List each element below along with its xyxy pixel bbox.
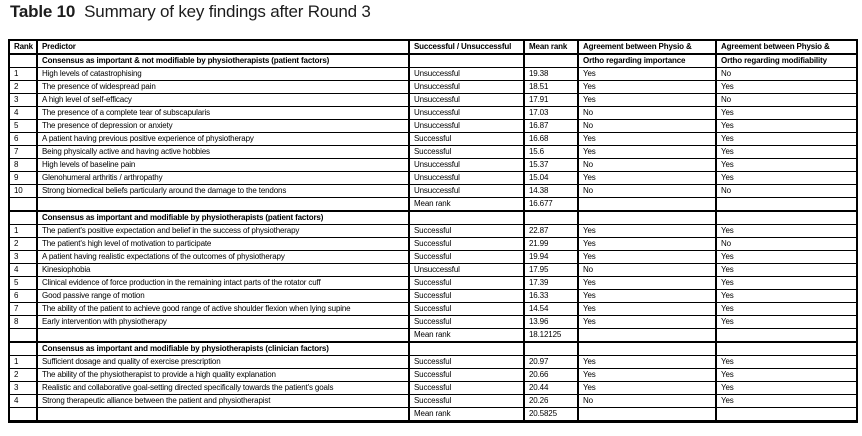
table-row [9,251,857,264]
section-header-row [9,211,857,225]
outcome-cell: Successful [409,369,524,382]
mean-rank-row [9,329,857,343]
outcome-cell: Successful [409,277,524,290]
mean-rank-cell: 15.6 [524,146,578,159]
table-row [9,185,857,198]
rank-cell [9,329,37,343]
rank-cell [9,198,37,212]
agreement-importance-column-header-line1: Agreement between Physio & [578,40,716,54]
rank-cell: 10 [9,185,37,198]
table-row [9,81,857,94]
predictor-cell [37,198,409,212]
agreement-importance-cell [578,211,716,225]
agreement-modifiability-cell [716,211,857,225]
table-row [9,225,857,238]
agreement-modifiability-cell: Yes [716,146,857,159]
agreement-modifiability-cell: Yes [716,172,857,185]
mean-rank-cell: 22.87 [524,225,578,238]
rank-cell: 1 [9,68,37,81]
agreement-modifiability-cell: No [716,68,857,81]
mean-rank-cell: 16.33 [524,290,578,303]
rank-cell [9,408,37,422]
agreement-modifiability-cell: Yes [716,382,857,395]
predictor-cell: A patient having previous positive experience of physiotherapy [37,133,409,146]
rank-cell: 5 [9,120,37,133]
mean-rank-cell: 20.26 [524,395,578,408]
agreement-importance-cell [578,329,716,343]
outcome-cell: Unsuccessful [409,172,524,185]
agreement-importance-cell: Yes [578,251,716,264]
table-row [9,316,857,329]
agreement-modifiability-column-header-line2: Ortho regarding modifiability [716,54,857,68]
table-row [9,107,857,120]
outcome-cell: Unsuccessful [409,68,524,81]
agreement-modifiability-cell: Yes [716,225,857,238]
rank-cell [9,211,37,225]
header-row [9,40,857,54]
agreement-modifiability-cell: Yes [716,107,857,120]
table-row [9,172,857,185]
predictor-cell: Being physically active and having active hobbies [37,146,409,159]
predictor-cell: The presence of widespread pain [37,81,409,94]
table-row [9,120,857,133]
table-row [9,68,857,81]
agreement-modifiability-cell: Yes [716,251,857,264]
outcome-cell: Unsuccessful [409,81,524,94]
section-title-cell: Consensus as important & not modifiable by physiotherapists (patient factors) [37,54,409,68]
table-caption-label: Table 10 [10,2,76,21]
outcome-cell: Unsuccessful [409,264,524,277]
rank-cell: 2 [9,369,37,382]
outcome-cell: Successful [409,395,524,408]
mean-rank-label-cell: Mean rank [409,408,524,422]
mean-rank-row [9,408,857,422]
table-row [9,356,857,369]
agreement-importance-cell: No [578,159,716,172]
rank-cell: 1 [9,225,37,238]
predictor-cell: Strong biomedical beliefs particularly around the damage to the tendons [37,185,409,198]
agreement-modifiability-cell: Yes [716,316,857,329]
table-row [9,290,857,303]
rank-cell: 6 [9,133,37,146]
table-row [9,133,857,146]
agreement-modifiability-cell: Yes [716,303,857,316]
predictor-cell: The patient's positive expectation and belief in the success of physiotherapy [37,225,409,238]
outcome-cell [409,54,524,68]
table-row [9,277,857,290]
table-caption [10,2,371,22]
agreement-modifiability-cell [716,408,857,422]
agreement-modifiability-cell: Yes [716,81,857,94]
predictor-cell: Early intervention with physiotherapy [37,316,409,329]
table-row [9,159,857,172]
agreement-importance-cell: No [578,120,716,133]
rank-cell: 1 [9,356,37,369]
mean-rank-cell: 17.91 [524,94,578,107]
table-row [9,395,857,408]
agreement-modifiability-cell [716,342,857,356]
rank-cell: 8 [9,316,37,329]
outcome-cell: Unsuccessful [409,159,524,172]
agreement-importance-cell: Yes [578,81,716,94]
mean-rank-value-cell: 20.5825 [524,408,578,422]
table-row [9,369,857,382]
predictor-cell: Kinesiophobia [37,264,409,277]
agreement-importance-cell [578,342,716,356]
mean-rank-cell [524,211,578,225]
rank-cell: 7 [9,146,37,159]
predictor-cell: Clinical evidence of force production in the remaining intact parts of the rotator cuff [37,277,409,290]
predictor-cell: Sufficient dosage and quality of exercise prescription [37,356,409,369]
section-header-row [9,54,857,68]
outcome-cell: Unsuccessful [409,120,524,133]
table-row [9,264,857,277]
mean-rank-cell: 20.66 [524,369,578,382]
agreement-importance-cell: Yes [578,316,716,329]
predictor-cell: A patient having realistic expectations of the outcomes of physiotherapy [37,251,409,264]
agreement-modifiability-cell: Yes [716,369,857,382]
agreement-modifiability-cell: Yes [716,356,857,369]
agreement-modifiability-cell: Yes [716,264,857,277]
rank-cell [9,342,37,356]
rank-cell: 6 [9,290,37,303]
rank-cell: 9 [9,172,37,185]
mean-rank-cell: 17.39 [524,277,578,290]
outcome-cell: Successful [409,133,524,146]
agreement-importance-cell: No [578,107,716,120]
rank-cell: 5 [9,277,37,290]
agreement-importance-cell: Yes [578,94,716,107]
rank-cell: 4 [9,264,37,277]
mean-rank-cell: 14.54 [524,303,578,316]
section-title-cell: Consensus as important and modifiable by physiotherapists (patient factors) [37,211,409,225]
agreement-importance-cell: Yes [578,277,716,290]
rank-cell [9,54,37,68]
agreement-importance-cell: No [578,395,716,408]
mean-rank-cell: 15.04 [524,172,578,185]
predictor-cell: Realistic and collaborative goal-setting directed specifically towards the patient's goals [37,382,409,395]
predictor-cell: A high level of self-efficacy [37,94,409,107]
agreement-modifiability-cell: Yes [716,277,857,290]
outcome-cell [409,211,524,225]
mean-rank-value-cell: 16.677 [524,198,578,212]
agreement-importance-cell: Yes [578,172,716,185]
agreement-modifiability-cell: Yes [716,395,857,408]
table-body [9,54,857,422]
outcome-cell: Successful [409,146,524,159]
rank-cell: 8 [9,159,37,172]
table-row [9,146,857,159]
rank-cell: 3 [9,251,37,264]
outcome-cell: Successful [409,290,524,303]
agreement-importance-cell [578,198,716,212]
agreement-importance-cell: Yes [578,369,716,382]
outcome-cell: Successful [409,316,524,329]
findings-table [8,39,858,423]
outcome-cell: Successful [409,382,524,395]
agreement-modifiability-cell: Yes [716,133,857,146]
rank-cell: 7 [9,303,37,316]
table-caption-text: Summary of key findings after Round 3 [84,2,371,21]
mean-rank-cell: 19.38 [524,68,578,81]
mean-rank-cell: 15.37 [524,159,578,172]
agreement-importance-cell: Yes [578,225,716,238]
agreement-modifiability-cell: No [716,185,857,198]
agreement-modifiability-cell: No [716,94,857,107]
agreement-importance-cell: Yes [578,356,716,369]
table-row [9,303,857,316]
mean-rank-cell [524,342,578,356]
rank-cell: 3 [9,382,37,395]
outcome-cell: Successful [409,303,524,316]
mean-rank-cell: 19.94 [524,251,578,264]
predictor-cell: High levels of catastrophising [37,68,409,81]
predictor-cell: The patient's high level of motivation to participate [37,238,409,251]
agreement-modifiability-cell: Yes [716,159,857,172]
agreement-importance-cell: Yes [578,290,716,303]
agreement-importance-column-header-line2: Ortho regarding importance [578,54,716,68]
predictor-cell: Good passive range of motion [37,290,409,303]
agreement-modifiability-cell [716,198,857,212]
predictor-cell: High levels of baseline pain [37,159,409,172]
outcome-column-header: Successful / Unsuccessful [409,40,524,54]
table-row [9,238,857,251]
mean-rank-cell: 21.99 [524,238,578,251]
section-header-row [9,342,857,356]
agreement-importance-cell: Yes [578,238,716,251]
agreement-modifiability-column-header-line1: Agreement between Physio & [716,40,857,54]
agreement-importance-cell: No [578,185,716,198]
agreement-importance-cell: Yes [578,303,716,316]
mean-rank-cell: 20.44 [524,382,578,395]
predictor-cell [37,329,409,343]
section-title-cell: Consensus as important and modifiable by physiotherapists (clinician factors) [37,342,409,356]
predictor-cell: The presence of depression or anxiety [37,120,409,133]
table-row [9,94,857,107]
mean-rank-column-header: Mean rank [524,40,578,54]
outcome-cell: Successful [409,251,524,264]
outcome-cell: Unsuccessful [409,107,524,120]
rank-cell: 4 [9,395,37,408]
mean-rank-label-cell: Mean rank [409,329,524,343]
table-row [9,382,857,395]
predictor-cell [37,408,409,422]
outcome-cell [409,342,524,356]
predictor-cell: The ability of the patient to achieve good range of active shoulder flexion when lying supine [37,303,409,316]
rank-cell: 3 [9,94,37,107]
rank-cell: 2 [9,81,37,94]
outcome-cell: Unsuccessful [409,185,524,198]
rank-cell: 2 [9,238,37,251]
mean-rank-value-cell: 18.12125 [524,329,578,343]
mean-rank-cell: 20.97 [524,356,578,369]
outcome-cell: Successful [409,356,524,369]
mean-rank-cell: 14.38 [524,185,578,198]
predictor-column-header: Predictor [37,40,409,54]
rank-column-header: Rank [9,40,37,54]
agreement-importance-cell: No [578,264,716,277]
predictor-cell: The presence of a complete tear of subscapularis [37,107,409,120]
agreement-importance-cell: Yes [578,68,716,81]
agreement-importance-cell: Yes [578,146,716,159]
mean-rank-cell: 13.96 [524,316,578,329]
mean-rank-row [9,198,857,212]
predictor-cell: The ability of the physiotherapist to provide a high quality explanation [37,369,409,382]
mean-rank-cell: 18.51 [524,81,578,94]
mean-rank-cell: 16.87 [524,120,578,133]
mean-rank-cell: 16.68 [524,133,578,146]
agreement-importance-cell: Yes [578,133,716,146]
agreement-modifiability-cell: Yes [716,290,857,303]
agreement-modifiability-cell [716,329,857,343]
outcome-cell: Successful [409,238,524,251]
outcome-cell: Unsuccessful [409,94,524,107]
mean-rank-cell [524,54,578,68]
rank-cell: 4 [9,107,37,120]
predictor-cell: Glenohumeral arthritis / arthropathy [37,172,409,185]
mean-rank-cell: 17.03 [524,107,578,120]
predictor-cell: Strong therapeutic alliance between the patient and physiotherapist [37,395,409,408]
agreement-modifiability-cell: No [716,238,857,251]
agreement-importance-cell [578,408,716,422]
mean-rank-cell: 17.95 [524,264,578,277]
agreement-importance-cell: Yes [578,382,716,395]
agreement-modifiability-cell: Yes [716,120,857,133]
outcome-cell: Successful [409,225,524,238]
mean-rank-label-cell: Mean rank [409,198,524,212]
